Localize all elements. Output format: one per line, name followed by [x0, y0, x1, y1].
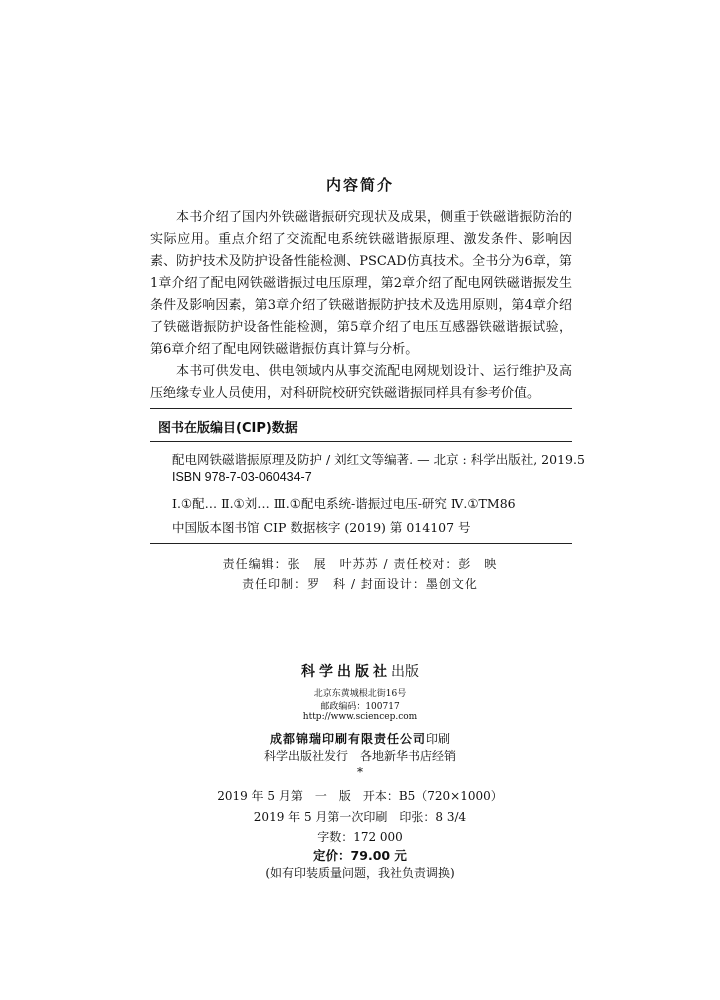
quality-note: (如有印装质量问题，我社负责调换) — [265, 866, 455, 880]
editors-line: 责任印制：罗 科 / 封面设计：墨创文化 — [242, 577, 478, 591]
printer-suffix: 印刷 — [426, 732, 451, 746]
cip-line: 配电网铁磁谐振原理及防护 / 刘红文等编著. — 北京 : 科学出版社, 2019.5 — [172, 452, 585, 467]
edition-line: 2019 年 5 月第 一 版 开本：B5（720×1000） — [217, 789, 503, 803]
divider — [150, 543, 572, 544]
distribution-line: 科学出版社发行 各地新华书店经销 — [263, 749, 456, 763]
separator-star: * — [357, 765, 363, 779]
summary-paragraph: 本书介绍了国内外铁磁谐振研究现状及成果，侧重于铁磁谐振防治的实际应用。重点介绍了交流配电系统铁磁谐振原理、激发条件、影响因素、防护技术及防护设备性能检测、PSCAD仿真技术。全书分为6章，第1章介绍了配电网铁磁谐振过电压原理，第2章介绍了配电网铁磁谐振发生条件及影响因素，第3章介绍了铁磁谐振防护技术及选用原则，第4章介绍了铁磁谐振防护设备性能检测，第5章介绍了电压互感器铁磁谐振试验，第6章介绍了配电网铁磁谐振仿真计算与分析。 — [150, 210, 572, 357]
printer-line — [0, 728, 720, 747]
cip-approval: 中国版本图书馆 CIP 数据核字 (2019) 第 014107 号 — [172, 520, 471, 535]
cip-isbn: ISBN 978-7-03-060434-7 — [172, 470, 312, 484]
summary-title: 内容简介 — [325, 176, 394, 194]
printer-name: 成都锦瑞印刷有限责任公司 — [269, 732, 426, 746]
cip-heading: 图书在版编目(CIP)数据 — [158, 421, 298, 436]
publisher-name: 科学出版社 — [301, 664, 391, 680]
cip-classification: Ⅰ.①配… Ⅱ.①刘… Ⅲ.①配电系统-谐振过电压-研究 Ⅳ.①TM86 — [172, 496, 516, 511]
publisher-line — [0, 661, 720, 681]
publisher-url: http://www.sciencep.com — [302, 712, 418, 722]
publisher-postcode: 邮政编码：100717 — [320, 702, 400, 712]
editors-line: 责任编辑：张 展 叶苏苏 / 责任校对：彭 映 — [222, 557, 498, 571]
price-line: 定价：79.00 元 — [313, 848, 407, 863]
printing-line: 2019 年 5 月第一次印刷 印张：8 3/4 — [253, 810, 467, 824]
wordcount-line: 字数：172 000 — [317, 830, 403, 844]
summary-body — [150, 207, 572, 405]
publisher-suffix: 出版 — [391, 664, 419, 680]
divider — [150, 441, 572, 442]
divider — [150, 408, 572, 409]
publisher-address: 北京东黄城根北街16号 — [313, 689, 407, 699]
summary-paragraph: 本书可供发电、供电领域内从事交流配电网规划设计、运行维护及高压绝缘专业人员使用，对科研院校研究铁磁谐振同样具有参考价值。 — [150, 364, 572, 401]
